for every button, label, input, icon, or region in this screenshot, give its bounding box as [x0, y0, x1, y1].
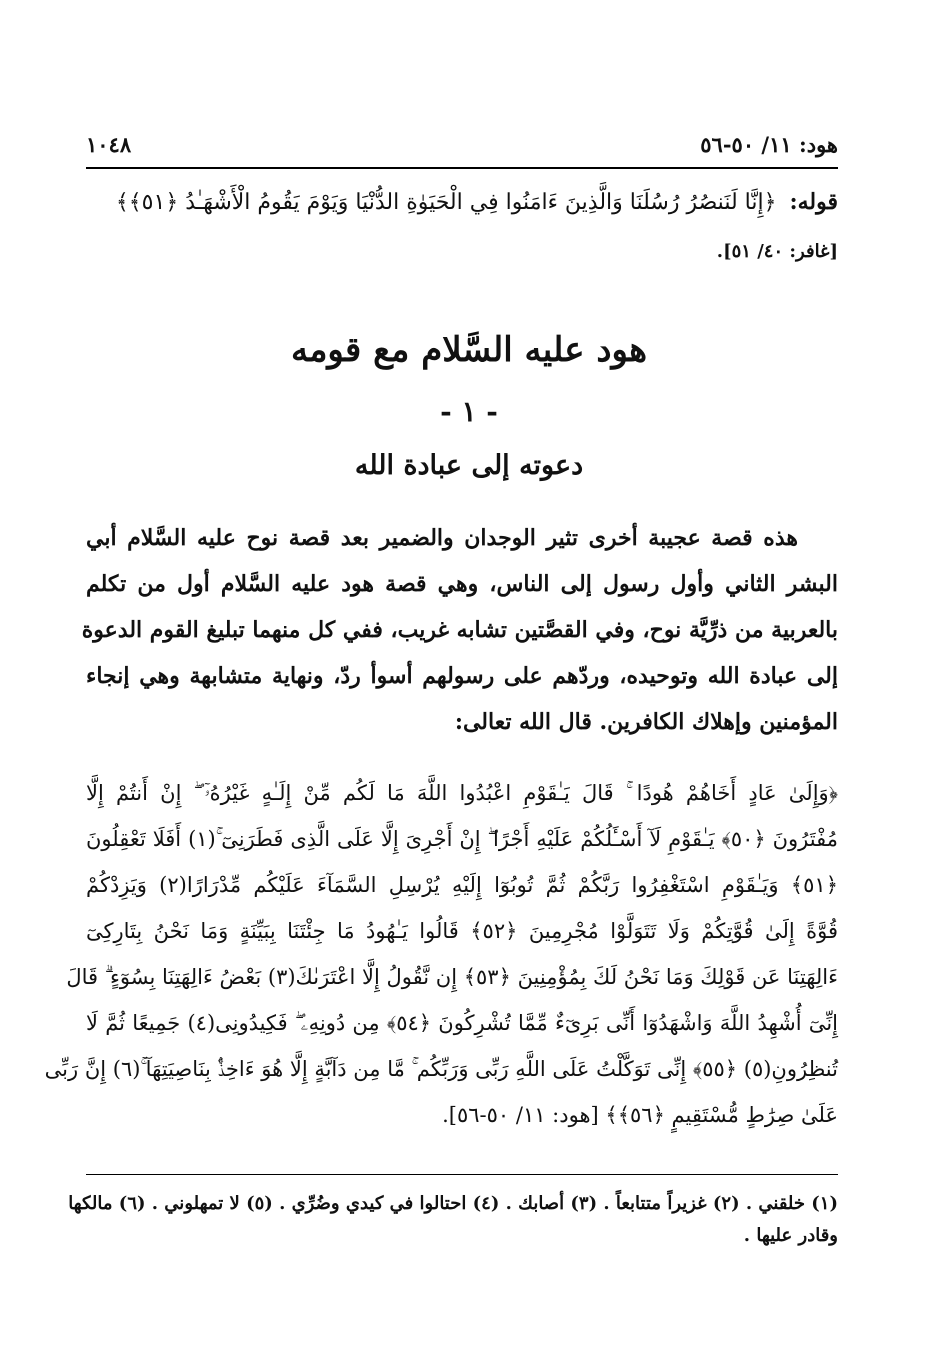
verse-line: قُوَّةً إِلَىٰ قُوَّتِكُمْ وَلَا تَتَوَلَّوْا مُجْرِمِينَ ﴿٥٢﴾ قَالُوا يَـٰهُودُ مَا جِئْتَنَا بِبَيِّنَةٍ وَمَا نَحْنُ بِتَارِكِىٓ — [86, 919, 839, 943]
intro-paragraph — [81, 515, 838, 745]
footnotes — [68, 1188, 838, 1252]
page-number: ١٠٤٨ — [86, 131, 132, 157]
paragraph-line: هذه قصة عجيبة أخرى تثير الوجدان والضمير بعد قصة نوح عليه السَّلام أبي — [86, 525, 798, 551]
quran-passage — [44, 770, 839, 1138]
verse-text: ﴿إِنَّا لَنَنصُرُ رُسُلَنَا وَالَّذِينَ ءَامَنُوا فِي الْحَيَوٰةِ الدُّنْيَا وَيَوْمَ يَقُومُ الْأَشْهَـٰدُ ﴿٥١﴾﴾ — [115, 190, 777, 215]
verse-reference: [غافر: ٤٠/ ٥١]. — [716, 241, 838, 262]
paragraph-line: بالعربية من ذرِّيَّة نوح، وفي القصَّتين تشابه غريب، ففي كل منهما تبليغ القوم الدعوة — [81, 617, 838, 643]
section-number: - ١ - — [440, 395, 498, 428]
footnote-rule — [86, 1174, 838, 1175]
verse-line: ﴿وَإِلَىٰ عَادٍ أَخَاهُمْ هُودًا ۚ قَالَ يَـٰقَوْمِ اعْبُدُوا اللَّهَ مَا لَكُم مِّنْ إِلَـٰهٍ غَيْرُهُۥٓ ۖ إِنْ أَنتُمْ إِلَّا — [86, 781, 838, 805]
verse-line: مُفْتَرُونَ ﴿٥٠﴾ يَـٰقَوْمِ لَآ أَسْـَٔلُكُمْ عَلَيْهِ أَجْرًا ۖ إِنْ أَجْرِىَ إِلَّا عَلَى الَّذِى فَطَرَنِىٓ ۚ(١) أَفَلَا تَعْقِلُونَ — [86, 827, 838, 851]
verse-line: ﴿٥١﴾ وَيَـٰقَوْمِ اسْتَغْفِرُوا رَبَّكُمْ ثُمَّ تُوبُوٓا إِلَيْهِ يُرْسِلِ السَّمَآءَ عَلَيْكُم مِّدْرَارًا(٢) وَيَزِدْكُمْ — [86, 873, 838, 897]
verse-line: ءَالِهَتِنَا عَن قَوْلِكَ وَمَا نَحْنُ لَكَ بِمُؤْمِنِينَ ﴿٥٣﴾ إِن نَّقُولُ إِلَّا اعْتَرَىٰكَ(٣) بَعْضُ ءَالِهَتِنَا بِسُوٓءٍ ۗ قَالَ — [66, 965, 838, 989]
top-verse — [90, 185, 838, 220]
paragraph-line: إلى عبادة الله وتوحيده، وردّهم على رسولهم أسوأ ردّ، ونهاية متشابهة وهي إنجاء — [86, 663, 838, 689]
paragraph-line: البشر الثاني وأول رسول إلى الناس، وهي قصة هود عليه السَّلام أول من تكلم — [86, 571, 838, 597]
section-title: دعوته إلى عبادة الله — [354, 450, 584, 481]
running-head — [86, 124, 838, 164]
verse-line: تُنظِرُونِ(٥) ﴿٥٥﴾ إِنِّى تَوَكَّلْتُ عَلَى اللَّهِ رَبِّى وَرَبِّكُم ۚ مَّا مِن دَآبَّةٍ إِلَّا هُوَ ءَاخِذٌۢ بِنَاصِيَتِهَآ ۚ(٦) إِنَّ رَبِّى — [44, 1057, 838, 1081]
footnote-line: (١) خلقني . (٢) غزيراً متتابعاً . (٣) أصابك . (٤) احتالوا في كيدي وضُرِّي . (٥) لا تمهلوني . (٦) مالكها — [68, 1193, 838, 1214]
chapter-title: هود عليه السَّلام مع قومه — [290, 330, 648, 370]
header-rule — [86, 167, 838, 169]
verse-lead: قوله: — [789, 189, 838, 215]
paragraph-line: المؤمنين وإهلاك الكافرين. قال الله تعالى: — [454, 709, 838, 735]
verse-line: إِنِّىٓ أُشْهِدُ اللَّهَ وَاشْهَدُوٓا أَنِّى بَرِىٓءٌ مِّمَّا تُشْرِكُونَ ﴿٥٤﴾ مِن دُونِهِۦ ۖ فَكِيدُونِى(٤) جَمِيعًا ثُمَّ لَا — [86, 1011, 838, 1035]
verse-line: عَلَىٰ صِرَٰطٍ مُّسْتَقِيمٍ ﴿٥٦﴾﴾ [هود: ١١/ ٥٠-٥٦]. — [442, 1103, 838, 1127]
chapter-reference: هود: ١١/ ٥٠-٥٦ — [700, 131, 838, 157]
footnote-line: وقادر عليها . — [743, 1225, 838, 1246]
